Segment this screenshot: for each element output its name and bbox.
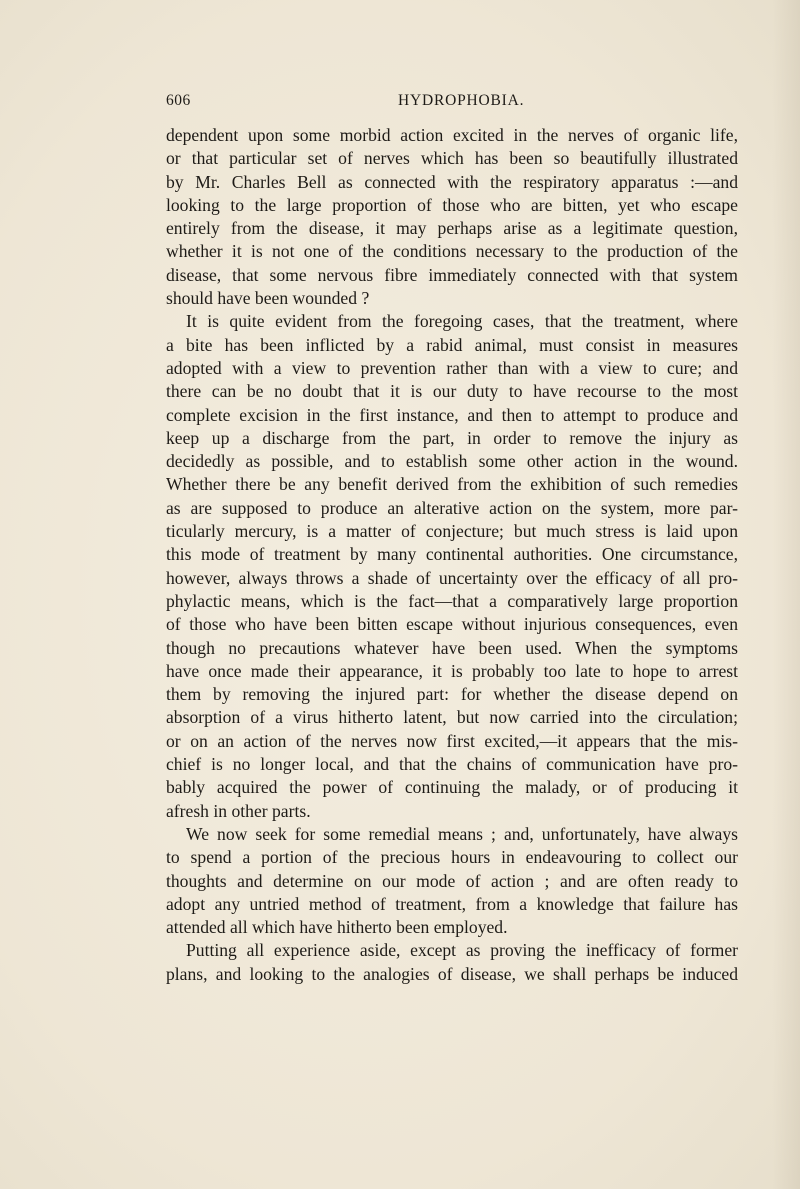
text-line: have once made their appearance, it is probably too late to hope to arrest — [166, 660, 738, 681]
text-line: or on an action of the nerves now first excited,—it appears that the mis- — [166, 730, 738, 751]
text-line: attended all which have hitherto been employed. — [166, 917, 508, 938]
text-line: ticularly mercury, is a matter of conjecture; but much stress is laid upon — [166, 521, 738, 542]
text-line: bably acquired the power of continuing the malady, or of producing it — [166, 777, 738, 798]
text-line: adopt any untried method of treatment, from a knowledge that failure has — [166, 893, 738, 914]
text-line: complete excision in the first instance, and then to attempt to produce and — [166, 404, 738, 425]
text-line: We now seek for some remedial means ; and, unfortunately, have always — [186, 823, 738, 844]
text-line: should have been wounded ? — [166, 288, 370, 309]
text-line: plans, and looking to the analogies of disease, we shall perhaps be induced — [166, 963, 738, 984]
text-line: afresh in other parts. — [166, 800, 311, 821]
text-line: though no precautions whatever have been used. When the symptoms — [166, 637, 738, 658]
text-line: Putting all experience aside, except as proving the inefficacy of former — [186, 940, 738, 961]
text-line: however, always throws a shade of uncertainty over the efficacy of all pro- — [166, 567, 738, 588]
text-line: decidedly as possible, and to establish some other action in the wound. — [166, 451, 738, 472]
running-header — [166, 92, 738, 112]
text-line: to spend a portion of the precious hours in endeavouring to collect our — [166, 847, 738, 868]
text-line: Whether there be any benefit derived from the exhibition of such remedies — [166, 474, 738, 495]
running-title: HYDROPHOBIA. — [398, 92, 525, 109]
text-line: there can be no doubt that it is our duty to have recourse to the most — [166, 381, 738, 402]
text-line: phylactic means, which is the fact—that a comparatively large proportion — [166, 590, 738, 611]
text-line: a bite has been inflicted by a rabid animal, must consist in measures — [166, 334, 738, 355]
text-line: thoughts and determine on our mode of action ; and are often ready to — [166, 870, 738, 891]
text-line: It is quite evident from the foregoing cases, that the treatment, where — [186, 311, 738, 332]
text-line: whether it is not one of the conditions necessary to the production of the — [166, 241, 738, 262]
text-line: or that particular set of nerves which has been so beautifully illustrated — [166, 148, 738, 169]
text-line: adopted with a view to prevention rather than with a view to cure; and — [166, 357, 738, 378]
text-line: entirely from the disease, it may perhaps arise as a legitimate question, — [166, 218, 738, 239]
text-line: by Mr. Charles Bell as connected with the respiratory apparatus :—and — [166, 171, 738, 192]
text-line: them by removing the injured part: for whether the disease depend on — [166, 684, 738, 705]
text-line: of those who have been bitten escape without injurious consequences, even — [166, 614, 738, 635]
text-line: dependent upon some morbid action excited in the nerves of organic life, — [166, 125, 738, 145]
text-line: keep up a discharge from the part, in order to remove the injury as — [166, 427, 738, 448]
text-line: disease, that some nervous fibre immediately connected with that system — [166, 264, 738, 285]
text-line: absorption of a virus hitherto latent, but now carried into the circulation; — [166, 707, 738, 728]
page-edge-shadow — [772, 0, 800, 1189]
text-line: chief is no longer local, and that the chains of communication have pro- — [166, 754, 738, 775]
text-line: as are supposed to produce an alterative action on the system, more par- — [166, 497, 738, 518]
page-number: 606 — [166, 92, 191, 109]
body-text — [166, 124, 738, 986]
text-line: looking to the large proportion of those who are bitten, yet who escape — [166, 194, 738, 215]
text-line: this mode of treatment by many continental authorities. One circumstance, — [166, 544, 738, 565]
